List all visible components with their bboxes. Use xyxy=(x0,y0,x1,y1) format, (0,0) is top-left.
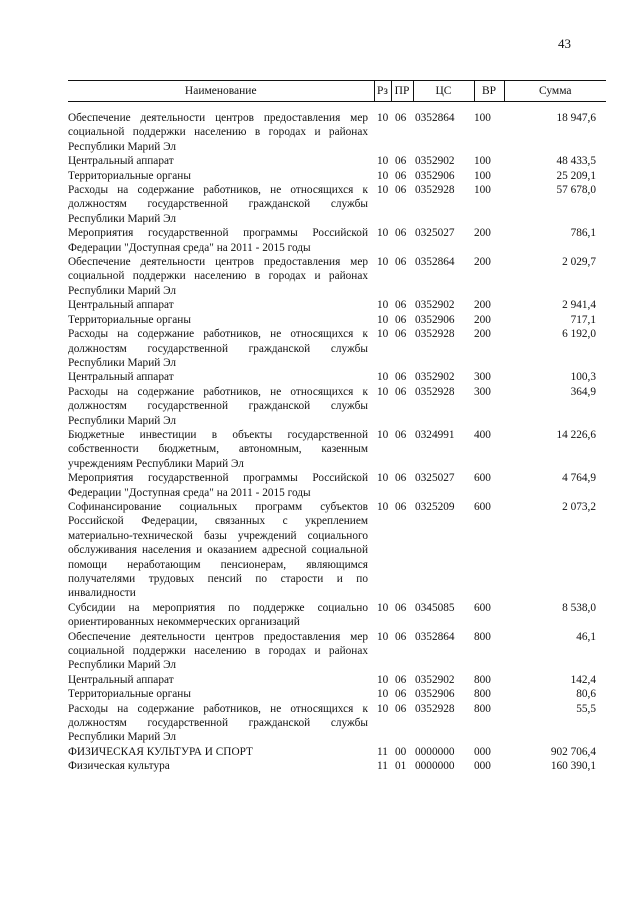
cell-sum: 55,5 xyxy=(576,702,596,715)
cell-cs: 0000000 xyxy=(415,745,455,758)
cell-sum: 8 538,0 xyxy=(562,601,596,614)
cell-vr: 200 xyxy=(474,313,491,326)
cell-sum: 80,6 xyxy=(576,688,596,701)
header-name: Наименование xyxy=(68,81,374,102)
cell-vr: 200 xyxy=(474,227,491,240)
cell-pr: 06 xyxy=(395,256,407,269)
cell-sum: 48 433,5 xyxy=(556,155,596,168)
cell-pr: 06 xyxy=(395,500,407,513)
cell-sum: 364,9 xyxy=(570,385,596,398)
cell-vr: 800 xyxy=(474,630,491,643)
cell-name: Центральный аппарат xyxy=(68,155,174,168)
cell-cs: 0325027 xyxy=(415,472,455,485)
cell-name: Центральный аппарат xyxy=(68,299,174,312)
table-row xyxy=(68,471,606,500)
cell-sum: 4 764,9 xyxy=(562,472,596,485)
cell-vr: 600 xyxy=(474,601,491,614)
cell-rz: 10 xyxy=(377,428,389,441)
cell-rz: 10 xyxy=(377,256,389,269)
cell-pr: 06 xyxy=(395,112,407,124)
cell-name: Центральный аппарат xyxy=(68,673,174,686)
cell-rz: 10 xyxy=(377,112,389,124)
table-row xyxy=(68,370,606,384)
cell-vr: 100 xyxy=(474,169,491,182)
cell-sum: 717,1 xyxy=(570,313,596,326)
cell-cs: 0352864 xyxy=(415,630,455,643)
cell-cs: 0352864 xyxy=(415,112,455,124)
cell-name: Обеспечение деятельности центров предоставления мер социальной поддержки населению в городах и районах Республики Марий Эл xyxy=(68,112,368,153)
cell-sum: 25 209,1 xyxy=(556,169,596,182)
cell-cs: 0352902 xyxy=(415,299,455,312)
table-row xyxy=(68,630,606,673)
cell-vr: 300 xyxy=(474,371,491,384)
table-row xyxy=(68,226,606,255)
cell-vr: 400 xyxy=(474,428,491,441)
cell-rz: 10 xyxy=(377,371,389,384)
cell-cs: 0352928 xyxy=(415,184,455,197)
cell-rz: 10 xyxy=(377,702,389,715)
header-vr: ВР xyxy=(474,81,504,102)
cell-pr: 00 xyxy=(395,745,407,758)
table-row xyxy=(68,298,606,312)
cell-rz: 10 xyxy=(377,673,389,686)
cell-name: Бюджетные инвестиции в объекты государственной собственности бюджетным, автономным, казенным учреждениям Республики Марий Эл xyxy=(68,428,368,470)
cell-name: Расходы на содержание работников, не относящихся к должностям государственной гражданской службы Республики Марий Эл xyxy=(68,385,368,427)
table-row xyxy=(68,673,606,687)
cell-cs: 0324991 xyxy=(415,428,455,441)
cell-vr: 800 xyxy=(474,673,491,686)
cell-cs: 0352928 xyxy=(415,328,455,341)
cell-vr: 000 xyxy=(474,760,491,773)
cell-cs: 0325209 xyxy=(415,500,455,513)
cell-rz: 10 xyxy=(377,227,389,240)
header-cs: ЦС xyxy=(413,81,474,102)
cell-cs: 0352902 xyxy=(415,673,455,686)
cell-name: Физическая культура xyxy=(68,760,170,773)
table-row xyxy=(68,327,606,370)
cell-sum: 18 947,6 xyxy=(556,112,596,124)
cell-pr: 06 xyxy=(395,328,407,341)
cell-vr: 200 xyxy=(474,256,491,269)
cell-rz: 10 xyxy=(377,184,389,197)
cell-name: Мероприятия государственной программы Российской Федерации "Доступная среда" на 2011 - 2015 годы xyxy=(68,472,368,499)
cell-vr: 600 xyxy=(474,472,491,485)
cell-vr: 200 xyxy=(474,299,491,312)
cell-rz: 10 xyxy=(377,313,389,326)
cell-name: Территориальные органы xyxy=(68,313,191,326)
cell-name: Обеспечение деятельности центров предоставления мер социальной поддержки населению в городах и районах Республики Марий Эл xyxy=(68,630,368,672)
cell-sum: 2 073,2 xyxy=(562,500,596,513)
cell-name: Мероприятия государственной программы Российской Федерации "Доступная среда" на 2011 - 2015 годы xyxy=(68,227,368,254)
cell-rz: 10 xyxy=(377,630,389,643)
cell-pr: 06 xyxy=(395,673,407,686)
cell-vr: 800 xyxy=(474,688,491,701)
cell-rz: 10 xyxy=(377,328,389,341)
cell-vr: 000 xyxy=(474,745,491,758)
cell-sum: 14 226,6 xyxy=(556,428,596,441)
cell-pr: 06 xyxy=(395,169,407,182)
table-row xyxy=(68,385,606,428)
table-row xyxy=(68,601,606,630)
cell-cs: 0352928 xyxy=(415,385,455,398)
page-number: 43 xyxy=(558,36,571,51)
table-row xyxy=(68,154,606,168)
cell-name: Центральный аппарат xyxy=(68,371,174,384)
table-row xyxy=(68,169,606,183)
cell-pr: 06 xyxy=(395,299,407,312)
cell-name: Обеспечение деятельности центров предоставления мер социальной поддержки населению в городах и районах Республики Марий Эл xyxy=(68,256,368,297)
cell-pr: 06 xyxy=(395,702,407,715)
cell-rz: 10 xyxy=(377,385,389,398)
cell-pr: 06 xyxy=(395,630,407,643)
cell-pr: 06 xyxy=(395,371,407,384)
cell-sum: 100,3 xyxy=(570,371,596,384)
cell-pr: 01 xyxy=(395,760,407,773)
cell-vr: 200 xyxy=(474,328,491,341)
cell-sum: 902 706,4 xyxy=(550,745,596,758)
cell-pr: 06 xyxy=(395,155,407,168)
cell-cs: 0352928 xyxy=(415,702,455,715)
cell-sum: 2 029,7 xyxy=(562,256,596,269)
table-row xyxy=(68,183,606,226)
cell-sum: 2 941,4 xyxy=(562,299,596,312)
cell-vr: 600 xyxy=(474,500,491,513)
table-header-row xyxy=(68,81,606,102)
cell-name: Расходы на содержание работников, не относящихся к должностям государственной гражданской службы Республики Марий Эл xyxy=(68,328,368,369)
cell-name: Софинансирование социальных программ субъектов Российской Федерации, связанных с укреплением материально-технической базы учреждений социального обслуживания населения и оказанием адресной социальной помощи неработающим пенсионерам, являющимся получателями трудовых пенсий по старости и по инвалидности xyxy=(68,500,368,600)
cell-rz: 11 xyxy=(377,760,388,773)
cell-cs: 0352906 xyxy=(415,313,455,326)
cell-cs: 0345085 xyxy=(415,601,455,614)
cell-cs: 0352902 xyxy=(415,155,455,168)
cell-rz: 10 xyxy=(377,472,389,485)
cell-sum: 160 390,1 xyxy=(550,760,596,773)
cell-rz: 10 xyxy=(377,169,389,182)
cell-name: ФИЗИЧЕСКАЯ КУЛЬТУРА И СПОРТ xyxy=(68,745,253,758)
cell-pr: 06 xyxy=(395,385,407,398)
cell-cs: 0000000 xyxy=(415,760,455,773)
header-rz: Рз xyxy=(374,81,391,102)
cell-name: Расходы на содержание работников, не относящихся к должностям государственной гражданской службы Республики Марий Эл xyxy=(68,184,368,225)
cell-sum: 786,1 xyxy=(570,227,596,240)
cell-name: Субсидии на мероприятия по поддержке социально ориентированных некоммерческих организаций xyxy=(68,601,368,629)
cell-pr: 06 xyxy=(395,601,407,614)
cell-sum: 142,4 xyxy=(570,673,596,686)
cell-pr: 06 xyxy=(395,313,407,326)
table-row xyxy=(68,745,606,759)
cell-vr: 100 xyxy=(474,112,491,124)
cell-sum: 57 678,0 xyxy=(556,184,596,197)
cell-cs: 0352902 xyxy=(415,371,455,384)
cell-name: Территориальные органы xyxy=(68,688,191,701)
cell-cs: 0352864 xyxy=(415,256,455,269)
cell-vr: 300 xyxy=(474,385,491,398)
table-row xyxy=(68,428,606,471)
cell-rz: 10 xyxy=(377,601,389,614)
cell-vr: 100 xyxy=(474,155,491,168)
table-row xyxy=(68,102,606,155)
budget-table xyxy=(68,80,606,774)
cell-pr: 06 xyxy=(395,428,407,441)
table-row xyxy=(68,255,606,298)
table-row xyxy=(68,702,606,745)
cell-rz: 10 xyxy=(377,500,389,513)
table-row xyxy=(68,759,606,773)
cell-rz: 10 xyxy=(377,688,389,701)
header-pr: ПР xyxy=(391,81,413,102)
cell-rz: 10 xyxy=(377,155,389,168)
cell-vr: 100 xyxy=(474,184,491,197)
cell-pr: 06 xyxy=(395,688,407,701)
header-sum: Сумма xyxy=(504,81,606,102)
cell-cs: 0352906 xyxy=(415,688,455,701)
cell-rz: 10 xyxy=(377,299,389,312)
cell-name: Расходы на содержание работников, не относящихся к должностям государственной гражданской службы Республики Марий Эл xyxy=(68,702,368,744)
cell-sum: 6 192,0 xyxy=(562,328,596,341)
cell-name: Территориальные органы xyxy=(68,169,191,182)
cell-sum: 46,1 xyxy=(576,630,596,643)
table-row xyxy=(68,687,606,701)
cell-rz: 11 xyxy=(377,745,388,758)
cell-pr: 06 xyxy=(395,184,407,197)
table-row xyxy=(68,500,606,601)
table-row xyxy=(68,313,606,327)
cell-cs: 0352906 xyxy=(415,169,455,182)
cell-vr: 800 xyxy=(474,702,491,715)
cell-cs: 0325027 xyxy=(415,227,455,240)
cell-pr: 06 xyxy=(395,472,407,485)
cell-pr: 06 xyxy=(395,227,407,240)
